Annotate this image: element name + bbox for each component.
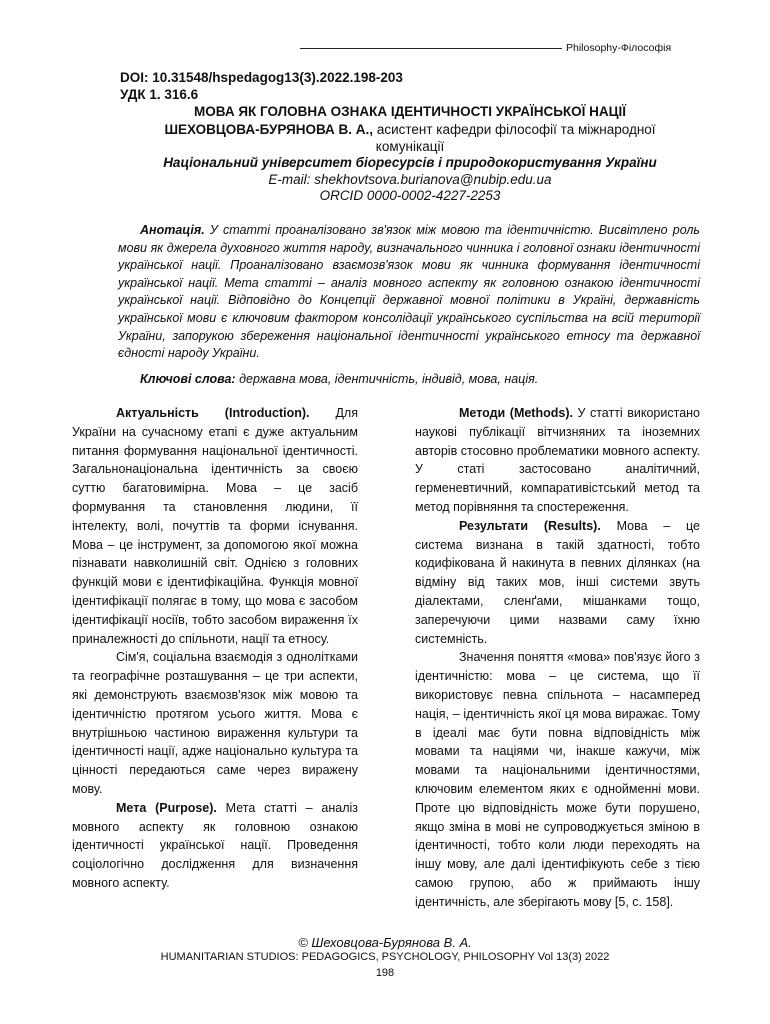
- purpose-paragraph: [72, 799, 358, 893]
- running-header: [300, 42, 671, 54]
- methods-heading: Методи (Methods).: [459, 406, 573, 420]
- email-label: E-mail:: [268, 172, 311, 187]
- purpose-heading: Мета (Purpose).: [116, 800, 217, 815]
- left-column: [72, 404, 358, 893]
- header-rule: [300, 48, 562, 49]
- abstract: [118, 222, 700, 363]
- concept-paragraph: Значення поняття «мова» пов'язує його з ідентичністю: мова – це система, що її використовує певна спільнота – насамперед нація, – ідентичність якої ця мова виражає. Тому в ідеалі має бути повна відповідність між мовами та націями чи, інакше кажучи, між мовами та національними ідентичностями, ключовим елементом яких є однойменні мови. Проте цю відповідність може бути порушено, якщо зміна в мові не супроводжується зміною в ідентичності, тобто коли люди переходять на іншу мову, але далі ідентифікують себе з тією самою групою, або ж приймають іншу ідентичність, але зберігають мову [5, с. 158].: [415, 650, 700, 909]
- footer-copyright: © Шеховцова-Бурянова В. А.: [298, 935, 472, 950]
- introduction-text: Для України на сучасному етапі є дуже актуальним питання формування національної ідентичності. Загальнонаціональна ідентичність за своєю суттю багатовимірна. Мова – це засіб формування та становлення людини, її інтелекту, волі, почуттів та форми існування. Мова – це інструмент, за допомогою якої можна пізнавати навколишній світ. Однією з головних функцій мови є ідентифікаційна. Функція мовної ідентифікації полягає в тому, що мова є засобом ідентифікації носіїв, тобто засобом вираження їх приналежності до спільноти, нації та етносу.: [72, 406, 358, 646]
- introduction-heading: Актуальність (Introduction).: [116, 406, 310, 420]
- author-email-line: [120, 171, 700, 188]
- author-position-cont: комунікації: [375, 139, 445, 154]
- methods-paragraph: [415, 404, 700, 517]
- author-name: ШЕХОВЦОВА-БУРЯНОВА В. А.,: [164, 122, 374, 137]
- abstract-text: У статті проаналізовано зв'язок між мовою та ідентичністю. Висвітлено роль мови як джерела духовного життя народу, визначального чинника і головної ознаки ідентичності української нації. Проаналізовано взаємозв'язок мови як чинника формування ідентичності української нації. Мета статті – аналіз мовного аспекту як головною ознакою ідентичності української нації. Відповідно до Концепції державної мовної політики в Україні, державність української мови є ключовим фактором консолідації українського суспільства на всій території України, запорукою збереження національної ідентичності українського етносу та державної єдності народу України.: [118, 223, 700, 361]
- results-text: Мова – це система визнана в такій здатності, тобто кодифікована й накинута в певних ділянках (на відміну від таких мов, інші системи звуть діалектами, сленґами, мішанками тощо, заперечуючи цими назвами саму їхню системність.: [415, 518, 700, 646]
- author-position: асистент кафедри філософії та міжнародної: [373, 122, 656, 137]
- family-paragraph: Сім'я, соціальна взаємодія з однолітками та географічне розташування – це три аспекти, які демонструють взаємозв'язок між мовою та ідентичністю протягом усього життя. Мова є внутрішньою частиною вираження культури та ідентичності нації, адже національно культура та цінності передаються саме через виражену мову.: [72, 650, 358, 796]
- keywords-label: Ключові слова:: [140, 372, 236, 386]
- running-header-text: Philosophy-Філософія: [566, 42, 672, 54]
- purpose-text: Мета статті – аналіз мовного аспекту як головною ознакою ідентичності української нації. Проведення соціологічно дослідження для визначення мовного аспекту.: [72, 800, 358, 890]
- author-orcid: ORCID 0000-0002-4227-2253: [319, 188, 501, 203]
- introduction-paragraph: [72, 404, 358, 648]
- author-email: shekhovtsova.burianova@nubip.edu.ua: [310, 172, 552, 187]
- results-heading: Результати (Results).: [459, 518, 601, 533]
- footer-journal: HUMANITARIAN STUDIOS: PEDAGOGICS, PSYCHOLOGY, PHILOSOPHY Vol 13(3) 2022: [160, 951, 610, 963]
- methods-text: У статті використано наукові публікації вітчизняних та іноземних авторів стосовно проблематики мовного аспекту. У статі застосовано аналітичний, герменевтичний, компаративістський метод та метод порівняння та спостереження.: [415, 406, 701, 514]
- keywords: [118, 371, 700, 388]
- page-number: 198: [375, 967, 395, 979]
- abstract-label: Анотація.: [140, 223, 205, 237]
- right-column: [415, 404, 700, 912]
- article-title: МОВА ЯК ГОЛОВНА ОЗНАКА ІДЕНТИЧНОСТІ УКРАЇНСЬКОЇ НАЦІЇ: [194, 104, 626, 119]
- udc: УДК 1. 316.6: [120, 87, 199, 102]
- author-line: [120, 121, 700, 138]
- author-university: Національний університет біоресурсів і природокористування України: [163, 155, 657, 170]
- doi: DOI: 10.31548/hspedagog13(3).2022.198-203: [120, 70, 403, 85]
- keywords-text: державна мова, ідентичність, індивід, мова, нація.: [235, 372, 539, 386]
- results-paragraph: [415, 517, 700, 649]
